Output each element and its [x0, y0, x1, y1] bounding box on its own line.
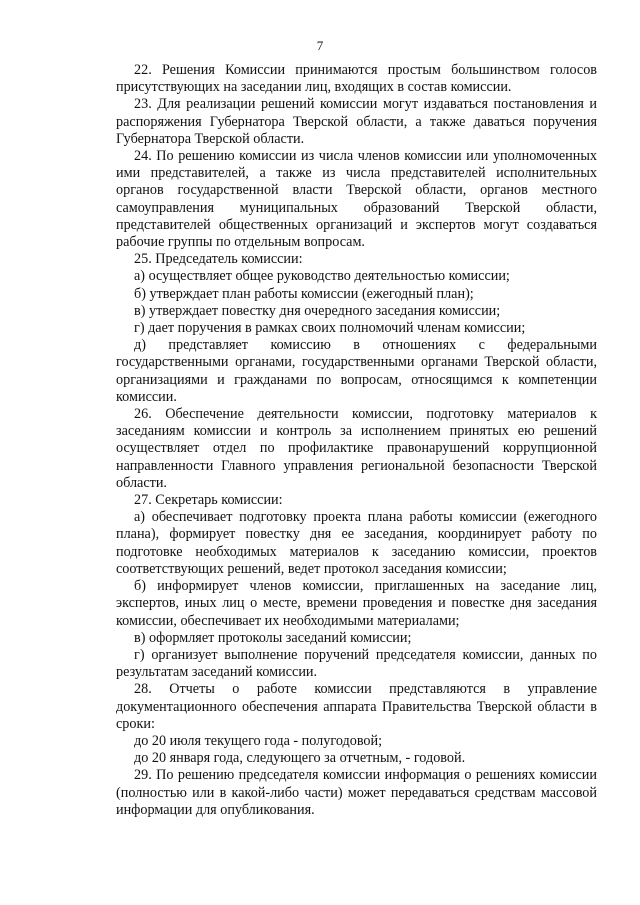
paragraph-25-a: а) осуществляет общее руководство деятельностью комиссии; — [134, 268, 510, 285]
page-number: 7 — [316, 38, 324, 53]
paragraph-25-b: б) утверждает план работы комиссии (ежегодный план); — [134, 285, 474, 302]
paragraph-25-d: д) представляет комиссию в отношениях с федеральными государственными органами, государственными органами Тверской области, организациями и гражданами по вопросам, относящимся к компетенции комиссии. — [116, 337, 597, 405]
paragraph-28-term-1: до 20 июля текущего года - полугодовой; — [134, 732, 383, 749]
paragraph-27-heading: 27. Секретарь комиссии: — [134, 492, 283, 509]
paragraph-27-b: б) информирует членов комиссии, приглашенных на заседание лиц, экспертов, иных лиц о месте, времени проведения и повестке дня заседания комиссии, обеспечивает их необходимыми материалами; — [116, 578, 597, 629]
paragraph-25-v: в) утверждает повестку дня очередного заседания комиссии; — [134, 302, 501, 319]
paragraph-27-g: г) организует выполнение поручений председателя комиссии, данных по результатам заседаний комиссии. — [116, 646, 597, 681]
paragraph-25-g: г) дает поручения в рамках своих полномочий членам комиссии; — [134, 320, 526, 337]
document-body — [116, 62, 597, 819]
paragraph-27-v: в) оформляет протоколы заседаний комиссии; — [134, 629, 412, 646]
paragraph-28: 28. Отчеты о работе комиссии представляются в управление документационного обеспечения аппарата Правительства Тверской области в сроки: — [116, 681, 597, 732]
paragraph-29: 29. По решению председателя комиссии информация о решениях комиссии (полностью или в какой-либо части) может передаваться средствам массовой информации для опубликования. — [116, 767, 597, 818]
paragraph-26: 26. Обеспечение деятельности комиссии, подготовку материалов к заседаниям комиссии и контроль за исполнением принятых ею решений осуществляет отдел по профилактике правонарушений коррупционной направленности Главного управления региональной безопасности Тверской области. — [116, 406, 597, 491]
paragraph-25-heading: 25. Председатель комиссии: — [134, 251, 303, 268]
paragraph-22: 22. Решения Комиссии принимаются простым большинством голосов присутствующих на заседании лиц, входящих в состав комиссии. — [116, 62, 597, 96]
paragraph-23: 23. Для реализации решений комиссии могут издаваться постановления и распоряжения Губернатора Тверской области, а также даваться поручения Губернатора Тверской области. — [116, 96, 597, 147]
paragraph-24: 24. По решению комиссии из числа членов комиссии или уполномоченных ими представителей, а также из числа представителей исполнительных органов государственной власти Тверской области, органов местного самоуправления муниципальных образований Тверской области, представителей общественных организаций и экспертов могут создаваться рабочие группы по отдельным вопросам. — [116, 148, 597, 251]
paragraph-27-a: а) обеспечивает подготовку проекта плана работы комиссии (ежегодного плана), формирует повестку дня ее заседания, координирует работу по подготовке необходимых материалов к заседанию комиссии, проектов соответствующих решений, ведет протокол заседания комиссии; — [116, 509, 597, 577]
paragraph-28-term-2: до 20 января года, следующего за отчетным, - годовой. — [134, 750, 466, 767]
